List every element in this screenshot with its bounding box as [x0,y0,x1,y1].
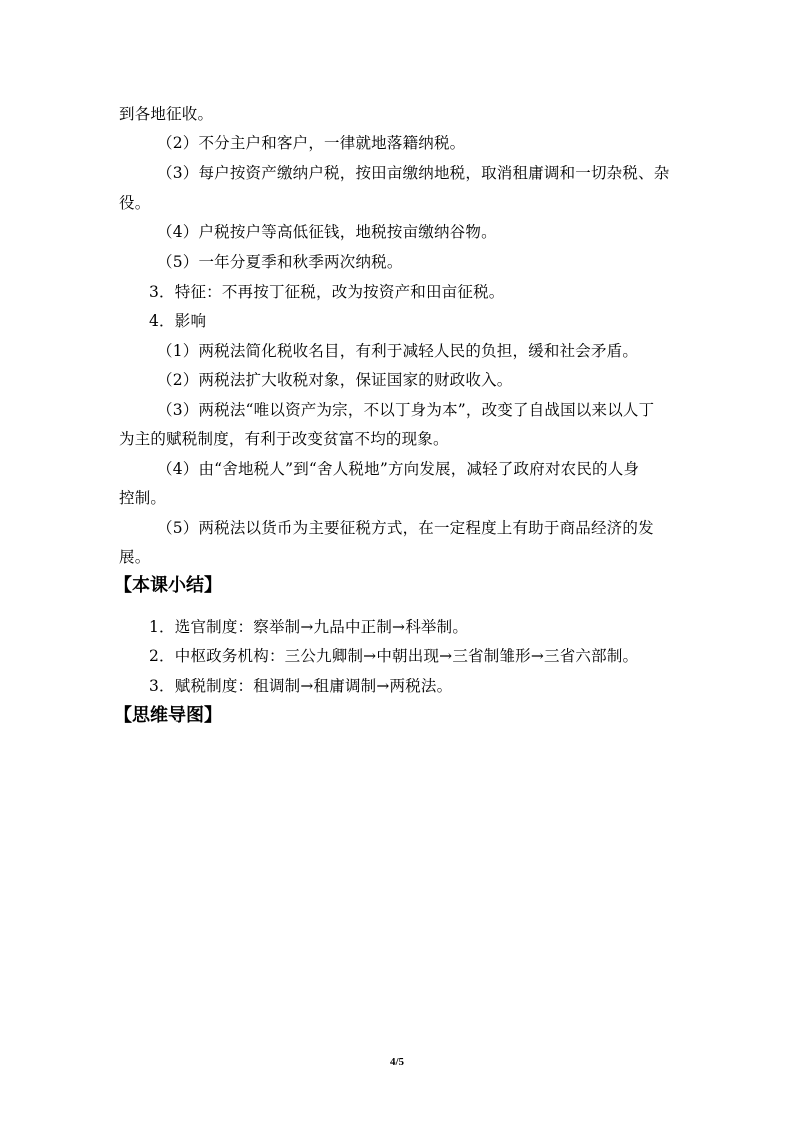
page-number: 4/5 [389,1056,405,1068]
text-line: （3）每户按资产缴纳户税，按田亩缴纳地税，取消租庸调和一切杂税、杂 [157,164,670,182]
text-line: 为主的赋税制度，有利于改变贫富不均的现象。 [119,430,449,448]
text-line: 控制。 [119,489,167,507]
mindmap-heading: 【思维导图】 [114,705,222,726]
summary-item: 1．选官制度：察举制→九品中正制→科举制。 [149,618,469,636]
text-line: 到各地征收。 [119,105,214,123]
text-line: （4）由“舍地税人”到“舍人税地”方向发展，减轻了政府对农民的人身 [157,460,640,478]
text-line: 役。 [119,194,151,212]
summary-item: 3．赋税制度：租调制→租庸调制→两税法。 [149,677,453,695]
text-line: （4）户税按户等高低征钱，地税按亩缴纳谷物。 [157,223,497,241]
text-line: 4．影响 [149,312,207,330]
text-line: （5）两税法以货币为主要征税方式，在一定程度上有助于商品经济的发 [157,519,654,537]
text-line: 3．特征：不再按丁征税，改为按资产和田亩征税。 [149,283,505,301]
text-line: （2）两税法扩大收税对象，保证国家的财政收入。 [157,371,513,389]
text-line: （5）一年分夏季和秋季两次纳税。 [157,253,403,271]
text-line: （2）不分主户和客户，一律就地落籍纳税。 [157,134,466,152]
summary-heading: 【本课小结】 [114,575,222,596]
summary-item: 2．中枢政务机构：三公九卿制→中朝出现→三省制雏形→三省六部制。 [149,647,639,665]
text-line: （3）两税法“唯以资产为宗，不以丁身为本”，改变了自战国以来以人丁 [157,401,655,419]
text-line: （1）两税法简化税收名目，有利于减轻人民的负担，缓和社会矛盾。 [157,342,639,360]
text-line: 展。 [119,548,151,566]
